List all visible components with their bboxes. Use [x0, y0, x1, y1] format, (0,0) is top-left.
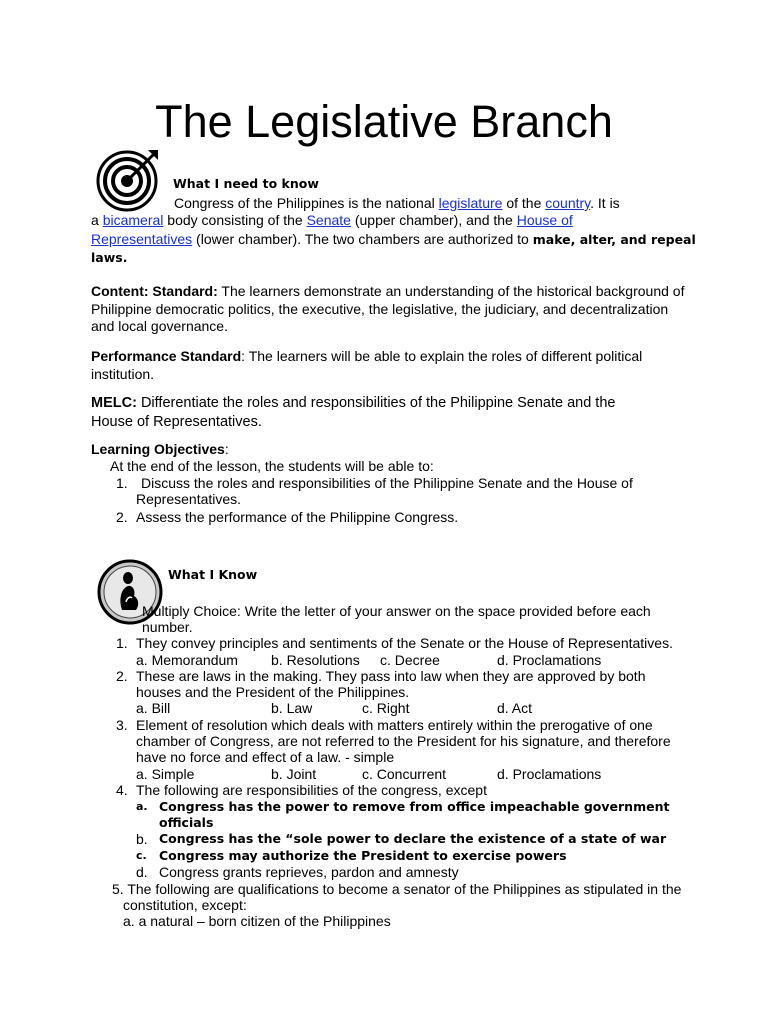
- question-text: The following are responsibilities of the congress, except: [136, 782, 487, 798]
- instructions-text: number.: [142, 619, 193, 635]
- intro-line-3: [91, 231, 696, 249]
- melc-text: House of Representatives.: [91, 414, 262, 430]
- target-icon: [96, 148, 160, 212]
- choice-c: c. Concurrent: [362, 766, 447, 782]
- question-number: 3.: [116, 717, 128, 733]
- choice-d: d. Proclamations: [497, 652, 602, 668]
- option-letter: a.: [136, 800, 148, 813]
- content-standard-text: The learners demonstrate an understanding of the historical background of: [217, 283, 685, 299]
- objective-text: Assess the performance of the Philippine Congress.: [136, 509, 459, 525]
- instructions-text: Multiply Choice: Write the letter of your answer on the space provided before each: [142, 603, 651, 619]
- question-text: Element of resolution which deals with matters entirely within the prerogative of one: [136, 717, 653, 733]
- intro-text: (upper chamber), and the: [350, 212, 517, 228]
- intro-text: of the: [502, 195, 546, 211]
- question-text: constitution, except:: [123, 897, 247, 913]
- intro-line-2: [91, 212, 573, 230]
- melc-label: MELC:: [91, 395, 137, 411]
- intro-line-4: laws.: [91, 250, 128, 265]
- question-text: These are laws in the making. They pass into law when they are approved by both: [136, 668, 646, 684]
- choice-b: b. Resolutions: [271, 652, 360, 668]
- learning-objectives-label: Learning Objectives: [91, 441, 225, 457]
- choice-d: d. Act: [497, 700, 533, 716]
- question-number: 1.: [116, 635, 128, 651]
- content-standard-text: and local governance.: [91, 318, 228, 334]
- senate-link[interactable]: Senate: [306, 212, 351, 228]
- choice-c: c. Right: [362, 700, 410, 716]
- objective-number: 1.: [116, 475, 128, 491]
- choice-b: b. Law: [271, 700, 313, 716]
- objective-item: [116, 475, 128, 493]
- content-standard-text: Philippine democratic politics, the executive, the legislative, the judiciary, and decentralization: [91, 300, 669, 317]
- objective-number: 2.: [116, 509, 128, 525]
- section-heading-what-i-need-to-know: What I need to know: [173, 176, 319, 191]
- legislature-link[interactable]: legislature: [438, 195, 503, 211]
- objective-text: Discuss the roles and responsibilities of the Philippine Senate and the House of: [141, 475, 633, 491]
- performance-standard-text: : The learners will be able to explain the roles of different political: [241, 348, 643, 364]
- objective-text: Representatives.: [136, 491, 242, 507]
- choices-row: [136, 652, 696, 669]
- question-text: have no force and effect of a law. - simple: [136, 749, 395, 765]
- intro-emphasis: make, alter, and repeal: [532, 232, 696, 247]
- option-text: officials: [159, 815, 214, 830]
- choices-row: [136, 700, 696, 717]
- option-text: Congress grants reprieves, pardon and amnesty: [159, 864, 459, 880]
- melc: [91, 394, 615, 432]
- intro-text: a: [91, 212, 103, 228]
- content-standard-label: Content: Standard:: [91, 283, 218, 299]
- question-text: 5. The following are qualifications to become a senator of the Philippines as stipulated in the: [112, 881, 682, 897]
- question-text: They convey principles and sentiments of the Senate or the House of Representatives.: [136, 635, 673, 651]
- intro-text: (lower chamber). The two chambers are authorized to: [192, 231, 533, 247]
- question-number: 2.: [116, 668, 128, 684]
- option-text: Congress may authorize the President to exercise powers: [159, 848, 567, 863]
- performance-standard-label: Performance Standard: [91, 348, 242, 364]
- choice-b: b. Joint: [271, 766, 317, 782]
- option-text: Congress has the power to remove from office impeachable government: [159, 799, 670, 814]
- performance-standard: [91, 348, 642, 383]
- performance-standard-text: institution.: [91, 365, 155, 382]
- intro-line-1: [174, 195, 620, 213]
- content-standard: [91, 283, 768, 336]
- choices-row: [136, 766, 696, 783]
- choice-c: c. Decree: [380, 652, 440, 668]
- choice-d: d. Proclamations: [497, 766, 602, 782]
- bicameral-link[interactable]: bicameral: [102, 212, 164, 228]
- option-text: a. a natural – born citizen of the Philippines: [123, 913, 391, 929]
- house-of-representatives-link[interactable]: House of: [516, 212, 573, 228]
- intro-text: Congress of the Philippines is the national: [174, 195, 439, 211]
- country-link[interactable]: country: [545, 195, 591, 211]
- objective-item: [116, 509, 128, 527]
- option-text: Congress has the “sole power to declare the existence of a state of war: [159, 831, 667, 846]
- choice-a: a. Memorandum: [136, 652, 238, 668]
- option-letter: b.: [136, 831, 148, 847]
- intro-text: body consisting of the: [163, 212, 307, 228]
- section-heading-what-i-know: What I Know: [168, 567, 258, 582]
- representatives-link[interactable]: Representatives: [91, 231, 193, 247]
- option-letter: c.: [136, 849, 147, 862]
- learning-objectives-heading: [91, 441, 229, 459]
- intro-text: . It is: [590, 195, 620, 211]
- question-text: houses and the President of the Philippines.: [136, 684, 410, 700]
- choice-a: a. Simple: [136, 766, 195, 782]
- learning-objectives-intro: At the end of the lesson, the students will be able to:: [110, 458, 434, 474]
- learning-objectives-colon: :: [224, 441, 229, 457]
- choice-a: a. Bill: [136, 700, 171, 716]
- page-title: The Legislative Branch: [155, 96, 613, 147]
- question-number: 4.: [116, 782, 128, 798]
- option-letter: d.: [136, 864, 148, 880]
- question-text: chamber of Congress, are not referred to the President for his signature, and therefore: [136, 733, 671, 749]
- melc-text: Differentiate the roles and responsibilities of the Philippine Senate and the: [136, 395, 616, 411]
